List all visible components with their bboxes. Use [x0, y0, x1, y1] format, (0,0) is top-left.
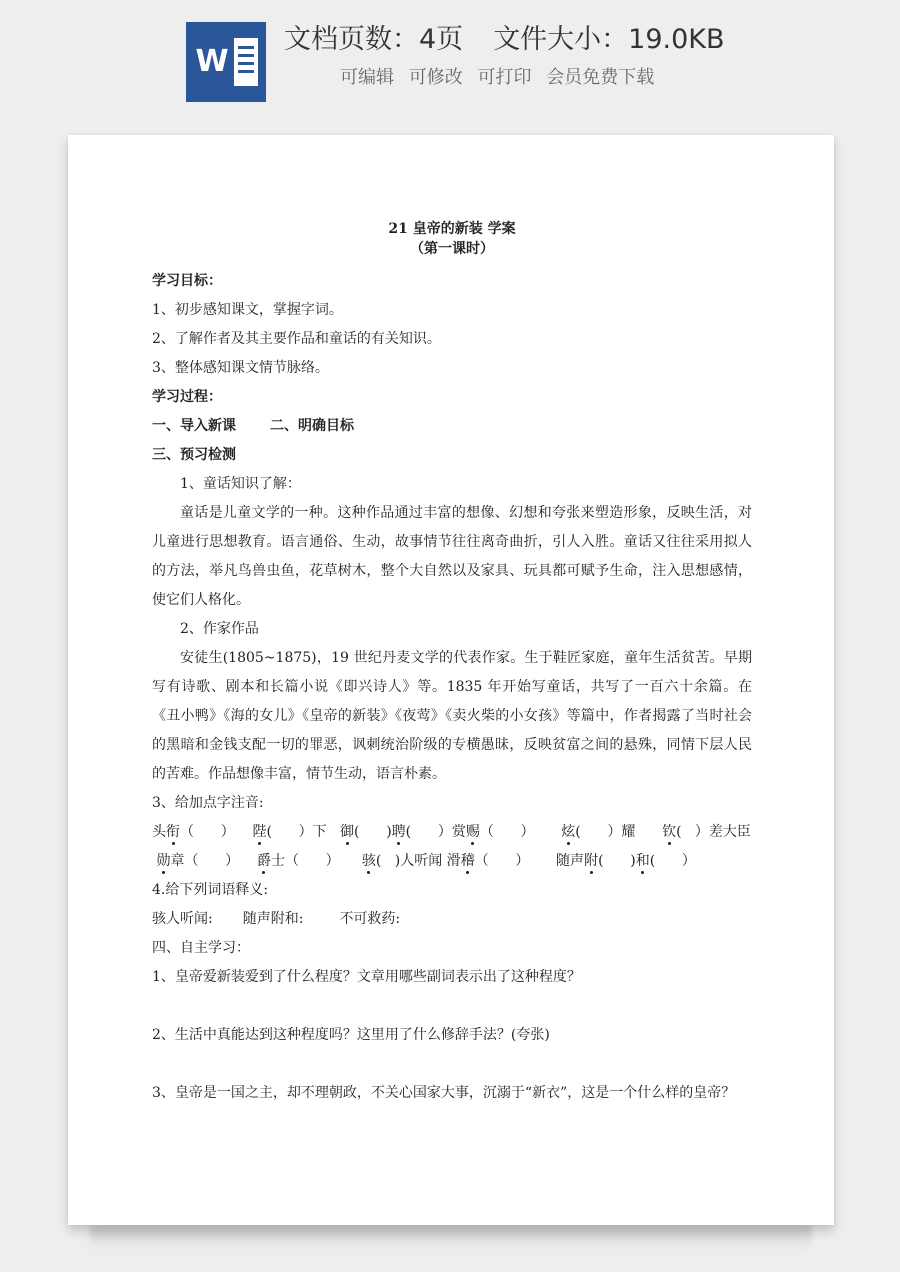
goal-item: 2、了解作者及其主要作品和童话的有关知识。	[152, 331, 441, 347]
document-title: 21 皇帝的新装 学案	[388, 221, 516, 237]
banner-features	[340, 64, 663, 92]
pinyin-segment: （ ）	[479, 824, 562, 840]
dotted-character: 陛	[253, 818, 267, 847]
goal-item: 3、整体感知课文情节脉络。	[152, 360, 329, 376]
pinyin-segment: ( ）差大臣	[676, 824, 751, 840]
pinyin-segment: 士（ ）	[270, 853, 362, 869]
process-steps	[152, 412, 752, 441]
dotted-character: 钦	[662, 818, 676, 847]
feature-printable: 可打印	[477, 67, 532, 88]
pinyin-segment: ( ）耀	[575, 824, 663, 840]
pinyin-segment: ( ）赏	[405, 824, 466, 840]
define-terms	[152, 905, 752, 934]
dotted-character: 勋	[156, 847, 170, 876]
step-goals: 二、明确目标	[270, 418, 354, 434]
dotted-character: 御	[340, 818, 354, 847]
feature-editable: 可编辑	[340, 67, 394, 88]
feature-modifiable: 可修改	[408, 67, 463, 88]
define-term: 骇人听闻:	[152, 911, 213, 927]
page-count: 文档页数：4页	[284, 24, 464, 55]
define-term: 不可救药:	[339, 911, 401, 927]
goal-item: 1、初步感知课文，掌握字词。	[152, 302, 343, 318]
pinyin-segment: ( ）下	[266, 824, 341, 840]
word-icon-letter: W	[195, 44, 229, 79]
fairy-paragraph: 童话是儿童文学的一种。这种作品通过丰富的想像、幻想和夸张来塑造形象，反映生活，对儿童进行思想教育。语言通俗、生动，故事情节往往离奇曲折，引人入胜。童话又往往采用拟人的方法，举凡鸟兽虫鱼，花草树木，整个大自然以及家具、玩具都可赋予生命，注入思想感情，使它们人格化。	[152, 505, 752, 608]
define-heading: 4.给下列词语释义:	[152, 882, 269, 898]
author-paragraph: 安徒生(1805~1875)，19 世纪丹麦文学的代表作家。生于鞋匠家庭，童年生活贫苦。早期写有诗歌、剧本和长篇小说《即兴诗人》等。1835 年开始写童话，共写了一百六十余篇。在《丑小鸭》《海的女儿》《皇帝的新装》《夜莺》《卖火柴的小女孩》等篇中，作者揭露了当时社会的黑暗和金钱支配一切的罪恶，讽刺统治阶级的专横愚昧，反映贫富之间的悬殊，同情下层人民的苦难。作品想像丰富，情节生动，语言朴素。	[152, 650, 752, 782]
pinyin-row-2	[152, 847, 752, 876]
dotted-character: 聘	[392, 818, 406, 847]
question-item: 3、皇帝是一国之主，却不理朝政，不关心国家大事，沉溺于“新衣”，这是一个什么样的皇帝？	[152, 1085, 736, 1101]
question-item: 1、皇帝爱新装爱到了什么程度？文章用哪些副词表示出了这种程度？	[152, 969, 581, 985]
document-lines-icon	[234, 38, 258, 86]
pinyin-row-1	[152, 818, 752, 847]
dotted-character: 赐	[466, 818, 480, 847]
pinyin-segment: （ ）	[180, 824, 253, 840]
feature-member-download: 会员免费下载	[546, 67, 655, 88]
pinyin-segment: ( )	[598, 853, 636, 869]
fairy-heading: 1、童话知识了解：	[180, 476, 301, 492]
dotted-character: 稽	[461, 847, 475, 876]
page-shadow	[90, 1225, 812, 1249]
dotted-character: 炫	[561, 818, 575, 847]
pinyin-segment: 头	[152, 824, 166, 840]
dotted-character: 衔	[166, 818, 180, 847]
process-heading: 学习过程：	[152, 389, 222, 405]
banner	[0, 0, 900, 125]
dotted-character: 附	[584, 847, 598, 876]
step-intro: 一、导入新课	[152, 418, 236, 434]
define-term: 随声附和:	[242, 911, 304, 927]
pinyin-heading: 3、给加点字注音:	[152, 795, 264, 811]
step-preview: 三、预习检测	[152, 447, 236, 463]
self-study-heading: 四、自主学习：	[152, 940, 250, 956]
question-item: 2、生活中真能达到这种程度吗？这里用了什么修辞手法？(夸张)	[152, 1027, 550, 1043]
pinyin-segment: ( )人听闻 滑	[375, 853, 461, 869]
author-heading: 2、作家作品	[180, 621, 259, 637]
dotted-character: 和	[636, 847, 650, 876]
dotted-character: 爵	[257, 847, 271, 876]
dotted-character: 骇	[362, 847, 376, 876]
pinyin-segment: ( ）	[649, 853, 696, 869]
pinyin-segment: ( )	[354, 824, 392, 840]
banner-title	[284, 22, 725, 58]
document-subtitle: （第一课时）	[410, 241, 494, 257]
pinyin-segment: （ ） 随声	[474, 853, 585, 869]
pinyin-segment: 章（ ）	[170, 853, 257, 869]
document-content	[152, 219, 752, 1108]
file-size: 文件大小：19.0KB	[493, 24, 725, 55]
goals-heading: 学习目标：	[152, 273, 222, 289]
word-document-icon	[186, 22, 266, 102]
document-page	[68, 135, 834, 1225]
